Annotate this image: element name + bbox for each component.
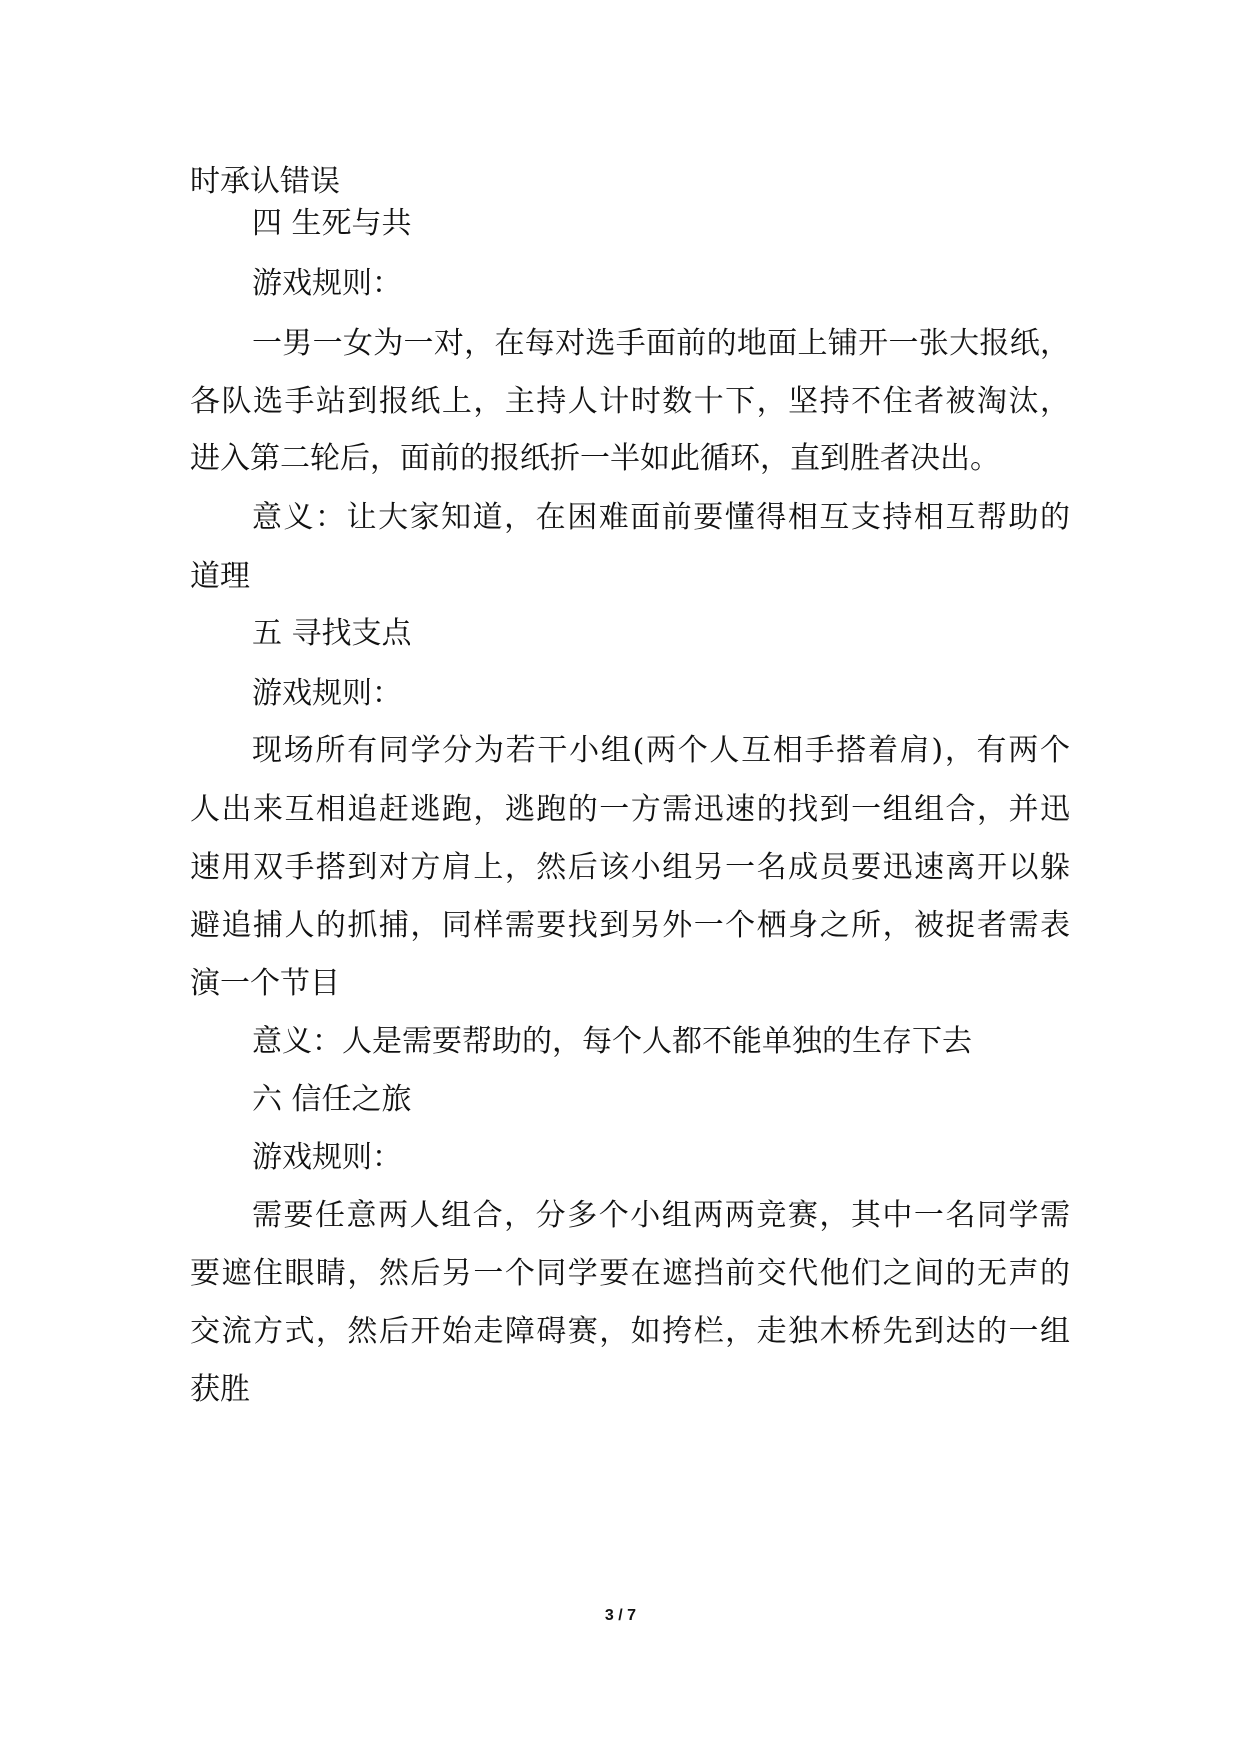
section-heading: 六 信任之旅 [252,1082,412,1117]
text-line: 获胜 [190,1372,250,1407]
text-line: 交流方式，然后开始走障碍赛，如挎栏，走独木桥先到达的一组 [190,1314,1070,1349]
text-line: 道理 [190,559,250,594]
text-line: 要遮住眼睛，然后另一个同学要在遮挡前交代他们之间的无声的 [190,1256,1070,1291]
text-line: 速用双手搭到对方肩上，然后该小组另一名成员要迅速离开以躲 [190,850,1070,885]
text-line: 各队选手站到报纸上，主持人计时数十下，坚持不住者被淘汰， [190,384,1070,419]
text-line: 一男一女为一对，在每对选手面前的地面上铺开一张大报纸， [252,326,1070,361]
text-line: 现场所有同学分为若干小组(两个人互相手搭着肩)，有两个 [252,733,1070,768]
text-line: 游戏规则： [252,1140,402,1175]
text-line: 避追捕人的抓捕，同样需要找到另外一个栖身之所，被捉者需表 [190,908,1070,943]
section-heading: 五 寻找支点 [252,616,412,651]
text-line: 游戏规则： [252,266,402,301]
text-line: 演一个节目 [190,966,340,1001]
text-line: 时承认错误 [190,164,340,199]
page-number: 3 / 7 [604,1607,637,1624]
section-heading: 四 生死与共 [252,206,412,241]
text-line: 意义：人是需要帮助的，每个人都不能单独的生存下去 [252,1024,972,1059]
text-line: 进入第二轮后，面前的报纸折一半如此循环，直到胜者决出。 [190,441,1000,476]
text-line: 意义：让大家知道，在困难面前要懂得相互支持相互帮助的 [252,500,1070,535]
text-line: 人出来互相追赶逃跑，逃跑的一方需迅速的找到一组组合，并迅 [190,792,1070,827]
text-line: 需要任意两人组合，分多个小组两两竞赛，其中一名同学需 [252,1198,1070,1233]
text-line: 游戏规则： [252,676,402,711]
